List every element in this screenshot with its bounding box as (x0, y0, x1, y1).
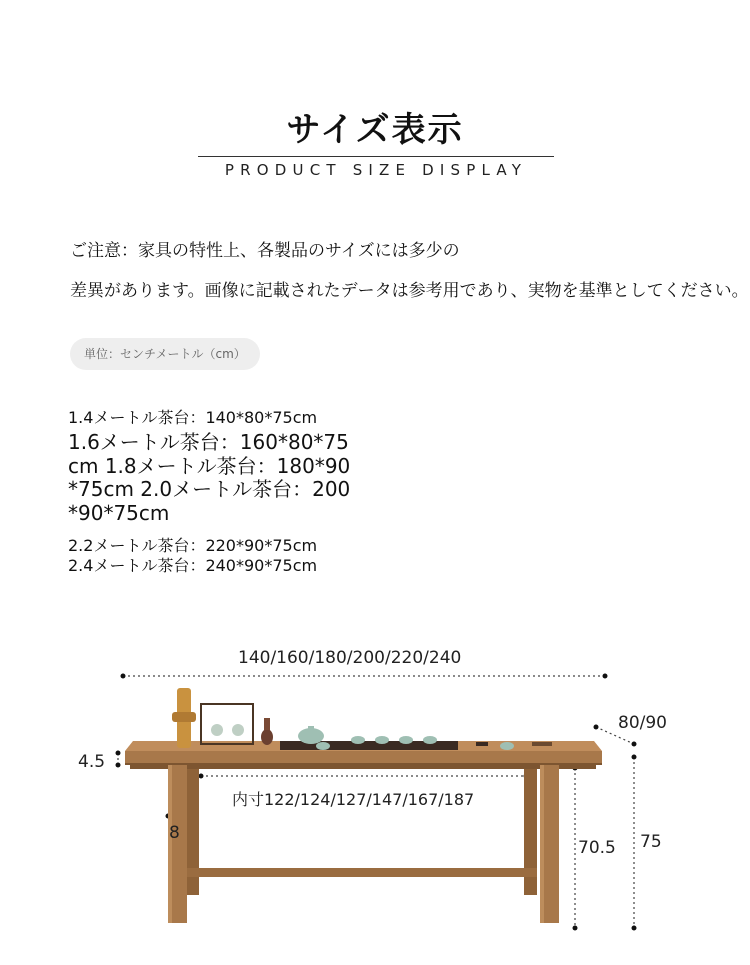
dimension-depth: 80/90 (618, 713, 667, 733)
size-240: 2.4メートル茶台：240*90*75cm (68, 556, 318, 575)
size-160-180-200: 1.6メートル茶台：160*80*75cm 1.8メートル茶台：180*90*75cm 2.0メートル茶台：200*90*75cm (68, 430, 351, 525)
dimension-total-height: 75 (640, 832, 662, 852)
page-title: サイズ表示 (286, 110, 464, 150)
unit-badge: 単位：センチメートル（cm） (70, 338, 260, 370)
dimension-leg-height: 70.5 (578, 838, 616, 858)
size-220: 2.2メートル茶台：220*90*75cm (68, 536, 318, 555)
size-140: 1.4メートル茶台：140*80*75cm (68, 408, 318, 427)
tea-set (172, 688, 552, 750)
notice-line-1: ご注意：家具の特性上、各製品のサイズには多少の (70, 241, 460, 261)
dimension-length: 140/160/180/200/220/240 (238, 648, 462, 668)
dimension-inner-width: 内寸122/124/127/147/167/187 (232, 790, 475, 809)
dimension-leg-width: 8 (169, 823, 180, 843)
tea-table (125, 741, 602, 923)
notice-line-2: 差異があります。画像に記載されたデータは参考用であり、実物を基準としてください。 (70, 281, 749, 301)
page-subtitle: PRODUCT SIZE DISPLAY (224, 161, 528, 179)
dimension-top-thickness: 4.5 (78, 752, 106, 772)
